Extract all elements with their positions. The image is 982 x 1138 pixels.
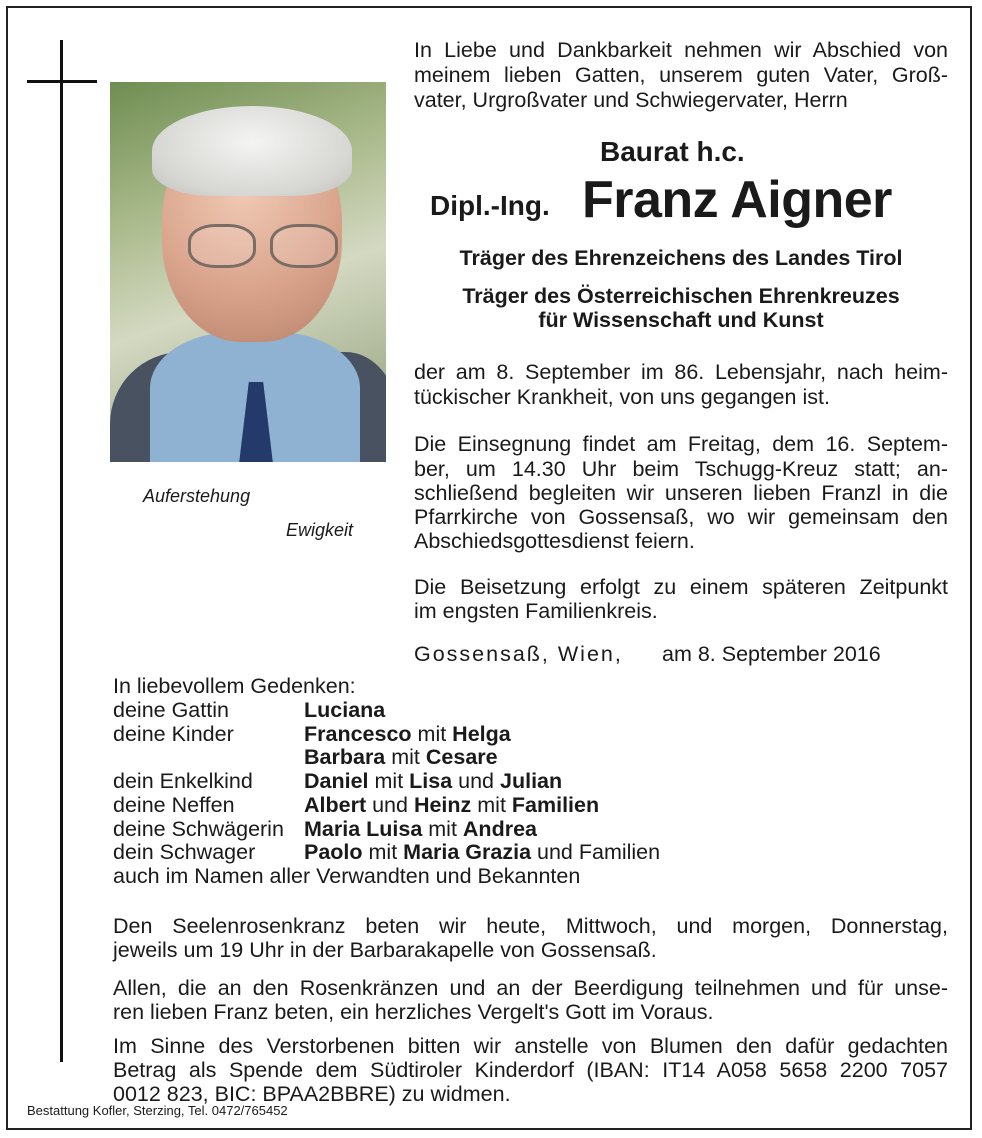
relatives-line: auch im Namen aller Verwandten und Bekannten <box>113 864 581 888</box>
family-relation: deine Kinder <box>113 721 234 746</box>
intro-line-2: meinem lieben Gatten, unserem guten Vater, Groß- <box>414 63 948 87</box>
family-relation: deine Neffen <box>113 792 235 817</box>
family-member-name: Maria Grazia <box>403 840 532 865</box>
family-connector: mit <box>411 721 453 746</box>
donation-line-3: 0012 823, BIC: BPAA2BBRE) zu widmen. <box>113 1082 511 1106</box>
rosary-line-1: Den Seelenrosenkranz beten wir heute, Mittwoch, und morgen, Donnerstag, <box>113 914 948 938</box>
death-line-1: der am 8. September im 86. Lebensjahr, nach heim- <box>414 360 948 384</box>
family-member-name: Helga <box>452 721 511 746</box>
cross-icon <box>60 40 63 1062</box>
family-relation: deine Gattin <box>113 698 229 722</box>
family-connector: mit <box>385 745 426 770</box>
family-member-name: Familien <box>511 792 600 817</box>
caption-ewigkeit: Ewigkeit <box>286 520 354 540</box>
thanks-line-1: Allen, die an den Rosenkränzen und an der Beerdigung teilnehmen und für unse- <box>113 976 948 1000</box>
family-connector: mit <box>471 792 512 817</box>
cross-icon-bar <box>27 80 97 83</box>
photo-hair <box>152 106 352 196</box>
funeral-line-1: Die Einsegnung findet am Freitag, dem 16. Septem- <box>414 432 948 456</box>
family-names <box>304 745 498 769</box>
funeral-line-5: Abschiedsgottesdienst feiern. <box>414 529 695 553</box>
family-connector: mit <box>362 840 404 865</box>
family-member-name: Cesare <box>425 745 498 770</box>
funeral-line-4: Pfarrkirche von Gossensaß, wo wir gemeinsam den <box>414 505 948 529</box>
family-member-name: Francesco <box>304 721 412 746</box>
place-date-prefix: Gossensaß, Wien, <box>414 642 623 666</box>
funeral-home-footer: Bestattung Kofler, Sterzing, Tel. 0472/765452 <box>27 1103 288 1118</box>
memory-heading: In liebevollem Gedenken: <box>113 674 356 698</box>
family-member-name: Heinz <box>413 792 472 817</box>
family-names <box>304 769 562 793</box>
donation-line-1: Im Sinne des Verstorbenen bitten wir anstelle von Blumen den dafür gedachten <box>113 1034 948 1058</box>
family-names <box>304 698 385 722</box>
family-names <box>304 793 599 817</box>
funeral-line-2: ber, um 14.30 Uhr beim Tschugg-Kreuz statt; an- <box>414 457 948 481</box>
photo-glasses-left <box>188 224 256 268</box>
family-connector: und <box>452 769 500 794</box>
title-baurat: Baurat h.c. <box>600 136 745 167</box>
family-connector: und Familien <box>531 840 661 865</box>
family-names <box>304 722 511 746</box>
family-names <box>304 817 537 841</box>
place-date-suffix: am 8. September 2016 <box>662 642 881 666</box>
thanks-line-2: ren lieben Franz beten, ein herzliches Vergelt's Gott im Voraus. <box>113 1000 714 1024</box>
caption-auferstehung: Auferstehung <box>143 486 251 506</box>
intro-line-1: In Liebe und Dankbarkeit nehmen wir Abschied von <box>414 38 948 62</box>
family-member-name: Andrea <box>462 816 537 841</box>
family-connector: mit <box>368 769 410 794</box>
family-names <box>304 840 660 864</box>
family-relation: deine Schwägerin <box>113 816 284 841</box>
family-relation: dein Enkelkind <box>113 769 253 794</box>
rosary-line-2: jeweils um 19 Uhr in der Barbarakapelle von Gossensaß. <box>113 938 657 962</box>
honor-line-1: Träger des Ehrenzeichens des Landes Tirol <box>459 246 903 270</box>
family-member-name: Julian <box>500 769 563 794</box>
donation-line-2: Betrag als Spende dem Südtiroler Kinderdorf (IBAN: IT14 A058 5658 2200 7057 <box>113 1058 948 1082</box>
family-member-name: Barbara <box>304 745 386 770</box>
family-member-name: Luciana <box>304 698 386 722</box>
deceased-name: Franz Aigner <box>582 171 892 229</box>
family-member-name: Maria Luisa <box>304 816 423 841</box>
family-connector: mit <box>422 816 463 841</box>
death-line-2: tückischer Krankheit, von uns gegangen ist. <box>414 385 830 409</box>
family-relation: dein Schwager <box>113 840 256 865</box>
family-connector: und <box>366 792 414 817</box>
burial-line-1: Die Beisetzung erfolgt zu einem späteren Zeitpunkt <box>414 575 948 599</box>
burial-line-2: im engsten Familienkreis. <box>414 599 658 623</box>
intro-line-3: vater, Urgroßvater und Schwiegervater, Herrn <box>414 88 848 112</box>
photo-glasses-right <box>270 224 338 268</box>
family-member-name: Paolo <box>304 840 363 865</box>
family-member-name: Daniel <box>304 769 369 794</box>
funeral-line-3: schließend begleiten wir unseren lieben Franzl in die <box>414 481 948 505</box>
portrait-photo <box>110 82 386 462</box>
honor-line-2: Träger des Österreichischen Ehrenkreuzes <box>462 284 900 308</box>
honor-line-3: für Wissenschaft und Kunst <box>538 308 824 332</box>
title-dipl-ing: Dipl.-Ing. <box>430 190 550 221</box>
family-member-name: Albert <box>304 792 367 817</box>
family-member-name: Lisa <box>409 769 453 794</box>
